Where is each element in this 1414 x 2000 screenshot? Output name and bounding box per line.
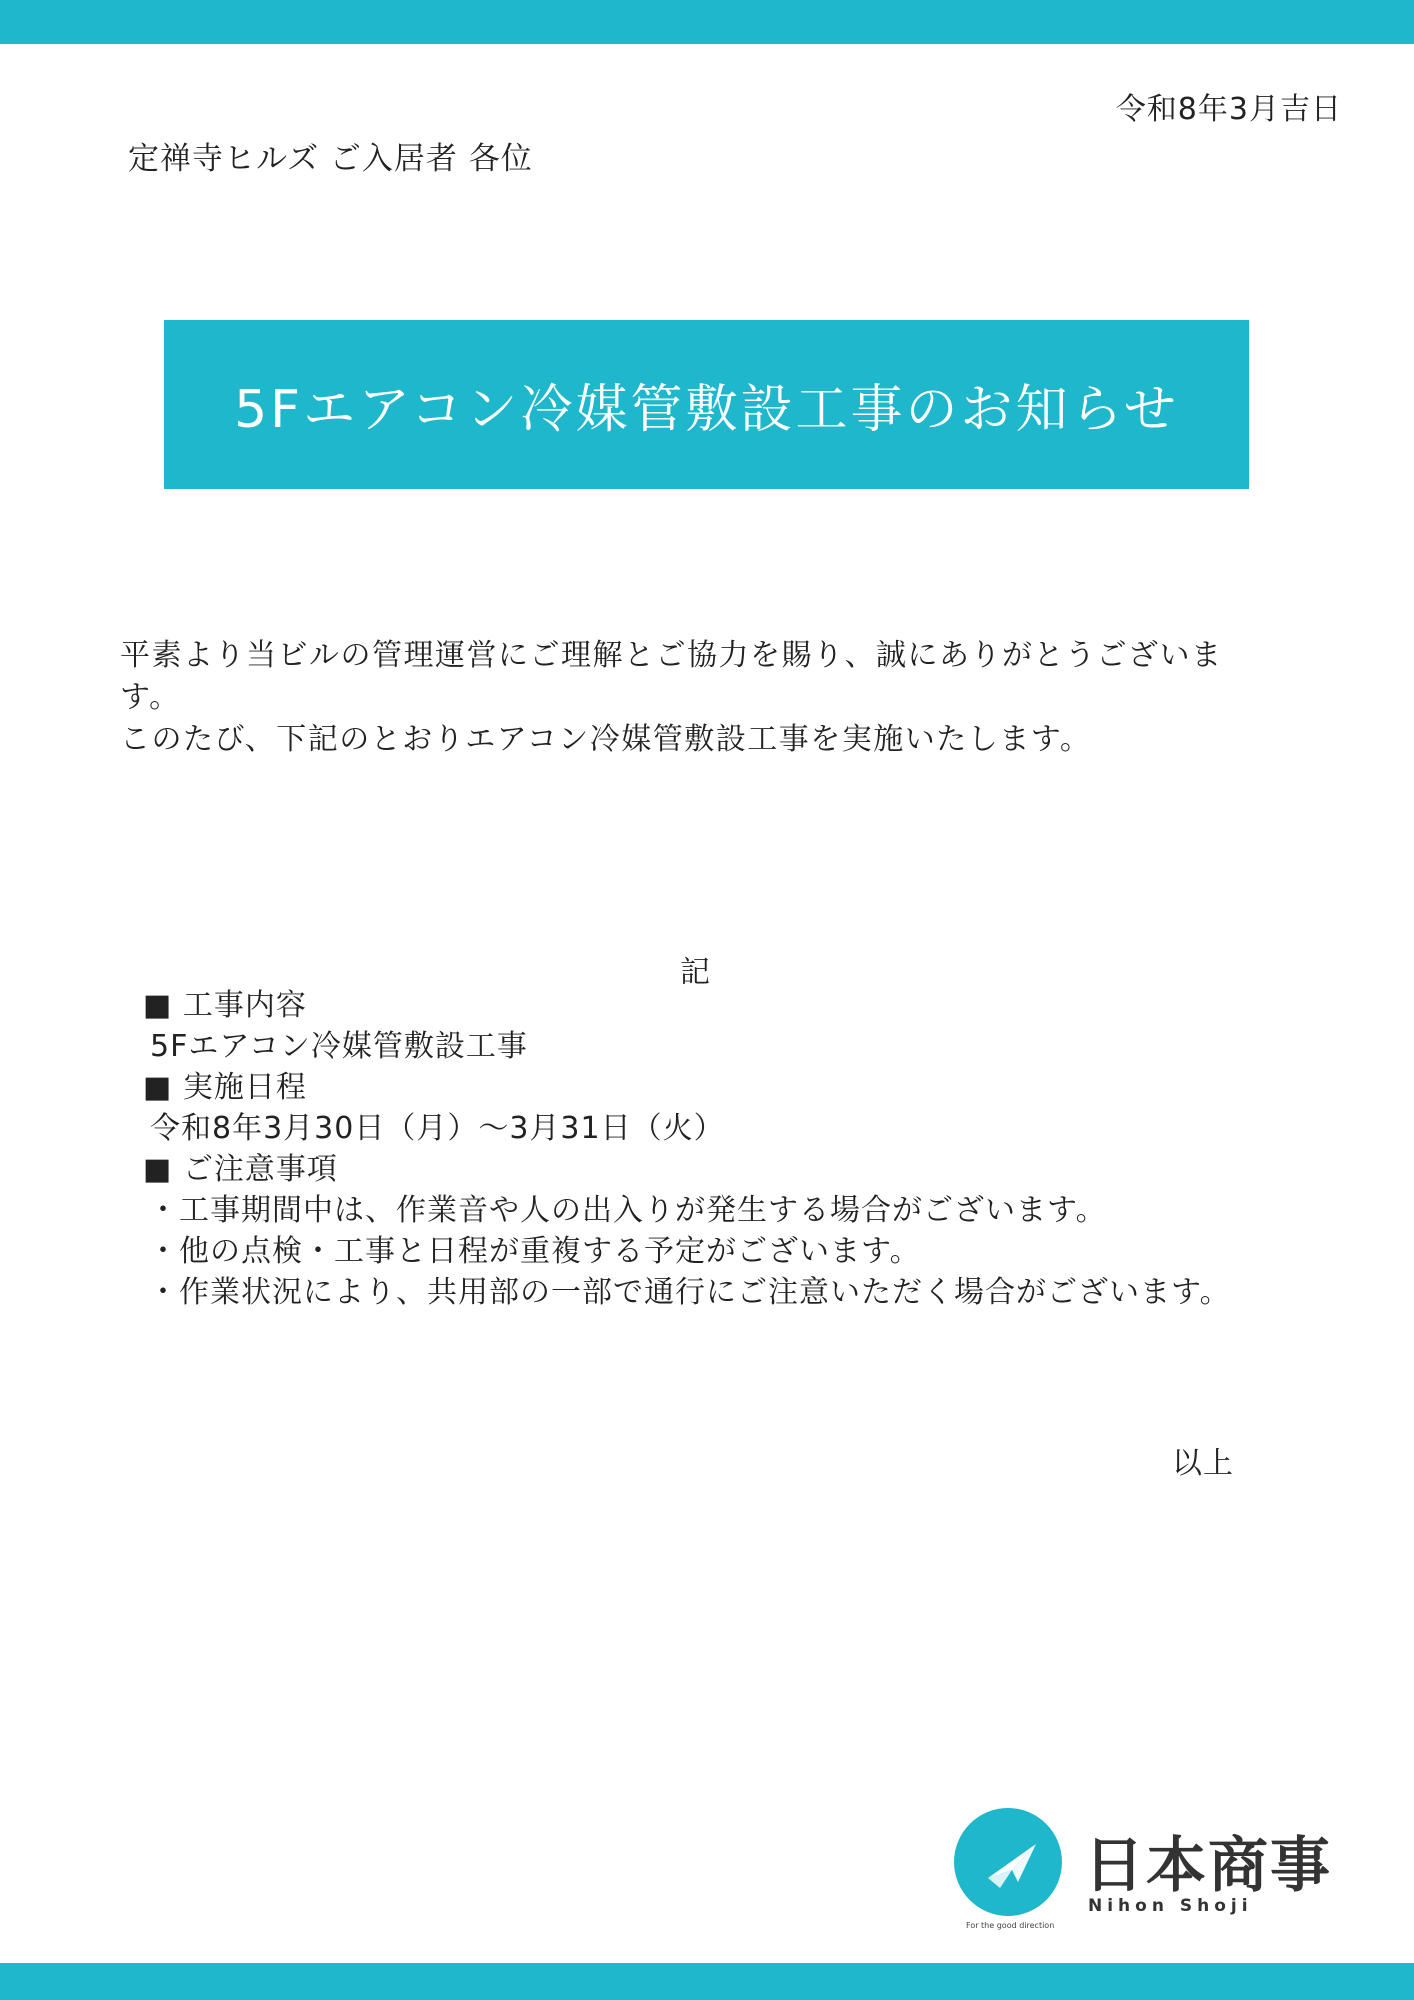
details-section [143, 985, 1231, 1313]
issue-date: 令和8年3月吉日 [1115, 92, 1342, 127]
title-banner [164, 320, 1249, 489]
closing-ijou: 以上 [1172, 1446, 1234, 1481]
intro-paragraph-2: このたび、下記のとおりエアコン冷媒管敷設工事を実施いたします。 [120, 722, 1092, 757]
note-item: ・工事期間中は、作業音や人の出入りが発生する場合がございます。 [148, 1193, 1107, 1228]
notice-title: 5Fエアコン冷媒管敷設工事のお知らせ [234, 380, 1179, 440]
paper-plane-icon [954, 1808, 1062, 1916]
logo-name-jp: 日本商事 [1084, 1831, 1332, 1901]
recipient-line: 定禅寺ヒルズ ご入居者 各位 [128, 141, 533, 177]
work-content: 5Fエアコン冷媒管敷設工事 [150, 1029, 528, 1064]
top-accent-bar [0, 0, 1414, 44]
work-heading: ■ 工事内容 [143, 988, 307, 1023]
ki-heading: 記 [680, 955, 710, 990]
bottom-accent-bar [0, 1963, 1414, 2000]
note-item: ・他の点検・工事と日程が重複する予定がございます。 [148, 1234, 921, 1269]
schedule-heading: ■ 実施日程 [143, 1070, 307, 1105]
schedule-content: 令和8年3月30日（月）～3月31日（火） [150, 1111, 725, 1146]
company-logo [952, 1808, 1342, 1933]
intro-paragraph-1: 平素より当ビルの管理運営にご理解とご協力を賜り、誠にありがとうございます。 [120, 638, 1223, 715]
logo-circle [954, 1808, 1062, 1916]
notes-heading: ■ ご注意事項 [143, 1152, 338, 1187]
intro-text [120, 635, 1270, 761]
logo-tagline: For the good direction [966, 1921, 1055, 1930]
note-item: ・作業状況により、共用部の一部で通行にご注意いただく場合がございます。 [148, 1275, 1231, 1310]
logo-name-en: Nihon Shoji [1088, 1896, 1253, 1916]
